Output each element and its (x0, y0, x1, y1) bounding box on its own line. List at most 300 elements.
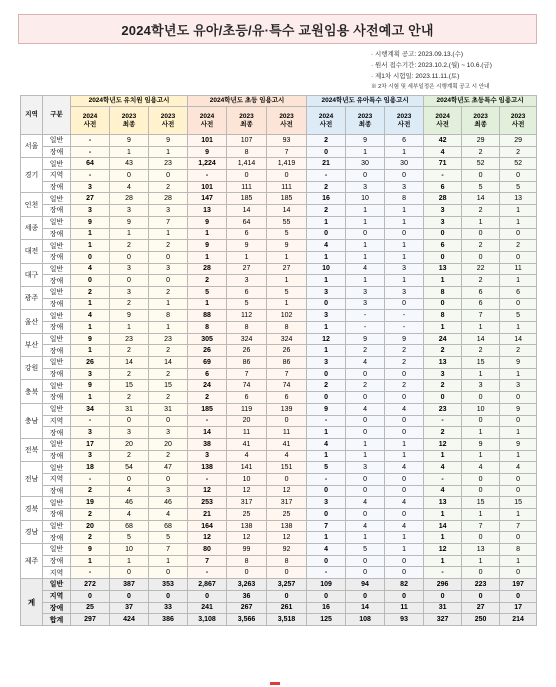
value-cell: 4 (424, 462, 462, 474)
table-row (21, 275, 537, 287)
value-cell: 4 (227, 450, 267, 462)
table-row (21, 170, 537, 182)
value-cell: 1 (500, 368, 537, 380)
total-value-cell: 3,566 (227, 614, 267, 626)
value-cell: 5 (267, 286, 307, 298)
value-cell: 164 (188, 520, 227, 532)
type-cell: 장애 (43, 275, 71, 287)
value-cell: 5 (500, 181, 537, 193)
subheader-cell: 2023 최종 (227, 107, 267, 135)
value-cell: 12 (188, 485, 227, 497)
value-cell: 6 (424, 181, 462, 193)
value-cell: 1 (149, 298, 188, 310)
value-cell: 11 (227, 427, 267, 439)
value-cell: 0 (462, 392, 500, 404)
value-cell: 1 (227, 251, 267, 263)
value-cell: 2 (149, 450, 188, 462)
value-cell: 9 (71, 216, 110, 228)
value-cell: 31 (149, 403, 188, 415)
value-cell: 1 (110, 322, 149, 334)
value-cell: 9 (267, 240, 307, 252)
table-row (21, 310, 537, 322)
value-cell: 5 (227, 298, 267, 310)
header-elem-special: 2024학년도 초등특수 임용고시 (424, 96, 537, 107)
value-cell: 3 (188, 450, 227, 462)
value-cell: 2 (71, 485, 110, 497)
value-cell: 6 (267, 392, 307, 404)
value-cell: 1 (500, 275, 537, 287)
region-cell: 서울 (21, 135, 43, 158)
table-row (21, 240, 537, 252)
total-value-cell: 31 (424, 602, 462, 614)
value-cell: 10 (227, 473, 267, 485)
value-cell: 4 (385, 520, 424, 532)
value-cell: 1 (424, 322, 462, 334)
value-cell: 253 (188, 497, 227, 509)
value-cell: - (385, 322, 424, 334)
value-cell: 2 (500, 146, 537, 158)
value-cell: 27 (227, 263, 267, 275)
total-value-cell: 33 (149, 602, 188, 614)
total-type-cell: 합계 (43, 614, 71, 626)
value-cell: 2 (424, 380, 462, 392)
value-cell: 324 (227, 333, 267, 345)
value-cell: 20 (149, 438, 188, 450)
value-cell: 86 (227, 357, 267, 369)
value-cell: 119 (227, 403, 267, 415)
value-cell: 324 (267, 333, 307, 345)
total-value-cell: 3,518 (267, 614, 307, 626)
value-cell: 2 (307, 181, 346, 193)
value-cell: 1 (424, 532, 462, 544)
value-cell: 1 (462, 216, 500, 228)
value-cell: 141 (227, 462, 267, 474)
value-cell: 22 (462, 263, 500, 275)
subheader-cell: 2023 최종 (110, 107, 149, 135)
value-cell: 0 (149, 170, 188, 182)
value-cell: 0 (385, 473, 424, 485)
total-value-cell: 296 (424, 579, 462, 591)
value-cell: 21 (307, 158, 346, 170)
value-cell: 3 (346, 462, 385, 474)
table-row (21, 357, 537, 369)
total-value-cell: 25 (71, 602, 110, 614)
value-cell: 2 (424, 427, 462, 439)
value-cell: 0 (307, 509, 346, 521)
value-cell: 1 (149, 228, 188, 240)
value-cell: 0 (462, 228, 500, 240)
value-cell: 0 (307, 368, 346, 380)
total-value-cell: 16 (307, 602, 346, 614)
value-cell: 28 (110, 193, 149, 205)
type-cell: 일반 (43, 193, 71, 205)
total-value-cell: 0 (385, 590, 424, 602)
page-title: 2024학년도 유아/초등/유·특수 교원임용 사전예고 안내 (121, 22, 434, 38)
value-cell: 14 (227, 205, 267, 217)
total-value-cell: 241 (188, 602, 227, 614)
value-cell: 3 (227, 275, 267, 287)
value-cell: 8 (500, 544, 537, 556)
value-cell: 102 (267, 310, 307, 322)
table-row (21, 322, 537, 334)
value-cell: 3 (385, 286, 424, 298)
value-cell: 1 (424, 555, 462, 567)
total-value-cell: 267 (227, 602, 267, 614)
value-cell: 14 (188, 427, 227, 439)
type-cell: 장애 (43, 298, 71, 310)
region-cell: 강원 (21, 357, 43, 380)
value-cell: 6 (500, 286, 537, 298)
value-cell: 13 (424, 263, 462, 275)
value-cell: 26 (267, 345, 307, 357)
value-cell: 12 (227, 485, 267, 497)
value-cell: 5 (307, 462, 346, 474)
region-cell: 대구 (21, 263, 43, 286)
value-cell: 9 (149, 135, 188, 147)
type-cell: 장애 (43, 450, 71, 462)
table-row (21, 427, 537, 439)
value-cell: 1 (71, 345, 110, 357)
value-cell: 1 (500, 322, 537, 334)
value-cell: 2 (462, 240, 500, 252)
value-cell: 1 (188, 298, 227, 310)
value-cell: 4 (149, 509, 188, 521)
value-cell: 5 (346, 544, 385, 556)
value-cell: 3 (307, 357, 346, 369)
value-cell: 1 (267, 251, 307, 263)
value-cell: 9 (462, 438, 500, 450)
value-cell: 1 (346, 532, 385, 544)
value-cell: 9 (188, 146, 227, 158)
subheader-cell: 2023 최종 (346, 107, 385, 135)
value-cell: 0 (385, 415, 424, 427)
value-cell: 41 (267, 438, 307, 450)
table-row (21, 286, 537, 298)
value-cell: - (188, 473, 227, 485)
value-cell: 3 (385, 263, 424, 275)
red-mark (270, 682, 280, 685)
header-type: 구분 (43, 96, 71, 135)
value-cell: 9 (71, 544, 110, 556)
type-cell: 일반 (43, 286, 71, 298)
value-cell: 2 (110, 450, 149, 462)
table-row (21, 438, 537, 450)
value-cell: 4 (307, 438, 346, 450)
value-cell: 26 (71, 357, 110, 369)
value-cell: 139 (267, 403, 307, 415)
value-cell: 1,414 (227, 158, 267, 170)
value-cell: 9 (188, 240, 227, 252)
value-cell: 3 (424, 368, 462, 380)
value-cell: 13 (500, 193, 537, 205)
value-cell: 1 (346, 240, 385, 252)
value-cell: 23 (424, 403, 462, 415)
value-cell: 20 (110, 438, 149, 450)
total-value-cell: 0 (71, 590, 110, 602)
value-cell: - (71, 146, 110, 158)
value-cell: 1 (462, 555, 500, 567)
value-cell: 12 (227, 532, 267, 544)
value-cell: 68 (149, 520, 188, 532)
value-cell: 3 (110, 205, 149, 217)
value-cell: 0 (346, 415, 385, 427)
type-cell: 장애 (43, 251, 71, 263)
table-row (21, 555, 537, 567)
value-cell: 2 (385, 357, 424, 369)
value-cell: 8 (267, 555, 307, 567)
value-cell: 5 (500, 310, 537, 322)
table-row (21, 509, 537, 521)
value-cell: 2 (188, 275, 227, 287)
value-cell: 9 (385, 333, 424, 345)
value-cell: 13 (424, 497, 462, 509)
value-cell: 14 (462, 333, 500, 345)
value-cell: 0 (346, 368, 385, 380)
type-cell: 장애 (43, 205, 71, 217)
total-type-cell: 장애 (43, 602, 71, 614)
value-cell: 27 (267, 263, 307, 275)
value-cell: 0 (385, 427, 424, 439)
subheader-cell: 2024 사전 (424, 107, 462, 135)
value-cell: 0 (424, 228, 462, 240)
value-cell: - (307, 170, 346, 182)
value-cell: 17 (71, 438, 110, 450)
value-cell: 4 (424, 485, 462, 497)
total-value-cell: 108 (346, 614, 385, 626)
value-cell: 6 (227, 392, 267, 404)
value-cell: 1 (462, 509, 500, 521)
value-cell: 1 (385, 240, 424, 252)
table-row (21, 333, 537, 345)
type-cell: 장애 (43, 427, 71, 439)
value-cell: 7 (267, 368, 307, 380)
note-application-period: · 원서 접수기간: 2023.10.2.(월) ~ 10.6.(금) (371, 62, 492, 69)
table-row (21, 135, 537, 147)
value-cell: 0 (500, 298, 537, 310)
value-cell: 28 (424, 193, 462, 205)
value-cell: 0 (110, 473, 149, 485)
value-cell: 3 (149, 427, 188, 439)
value-cell: 3 (424, 205, 462, 217)
value-cell: 107 (227, 135, 267, 147)
value-cell: 12 (188, 532, 227, 544)
type-cell: 장애 (43, 368, 71, 380)
value-cell: 12 (424, 544, 462, 556)
value-cell: 9 (500, 403, 537, 415)
value-cell: 11 (500, 263, 537, 275)
value-cell: - (188, 415, 227, 427)
value-cell: 2 (385, 380, 424, 392)
note-remark: ※ 2차 시험 및 세부일정은 시행계획 공고 시 안내 (371, 84, 490, 90)
type-cell: 지역 (43, 567, 71, 579)
value-cell: 25 (227, 509, 267, 521)
value-cell: - (424, 415, 462, 427)
value-cell: 9 (307, 403, 346, 415)
value-cell: 2 (500, 240, 537, 252)
value-cell: 6 (227, 286, 267, 298)
value-cell: 1 (110, 228, 149, 240)
subheader-cell: 2023 사전 (500, 107, 537, 135)
value-cell: 4 (307, 544, 346, 556)
type-cell: 일반 (43, 544, 71, 556)
total-value-cell: 261 (267, 602, 307, 614)
value-cell: 4 (385, 462, 424, 474)
value-cell: 4 (346, 520, 385, 532)
value-cell: 1 (307, 322, 346, 334)
value-cell: 8 (227, 555, 267, 567)
table-row (21, 146, 537, 158)
value-cell: 2 (71, 532, 110, 544)
value-cell: 19 (71, 497, 110, 509)
value-cell: 1 (71, 555, 110, 567)
value-cell: 12 (267, 485, 307, 497)
value-cell: 2 (110, 240, 149, 252)
type-cell: 일반 (43, 520, 71, 532)
table-row (21, 497, 537, 509)
type-cell: 지역 (43, 473, 71, 485)
value-cell: 3 (149, 263, 188, 275)
value-cell: 14 (500, 333, 537, 345)
table-row (21, 462, 537, 474)
value-cell: 0 (346, 473, 385, 485)
value-cell: 6 (462, 298, 500, 310)
value-cell: 1 (149, 322, 188, 334)
value-cell: 4 (385, 497, 424, 509)
value-cell: 0 (462, 532, 500, 544)
value-cell: 0 (424, 251, 462, 263)
value-cell: 12 (424, 438, 462, 450)
value-cell: 5 (267, 228, 307, 240)
value-cell: 7 (149, 544, 188, 556)
value-cell: 0 (307, 146, 346, 158)
value-cell: 5 (462, 181, 500, 193)
value-cell: 2 (462, 146, 500, 158)
value-cell: 80 (188, 544, 227, 556)
value-cell: 9 (188, 216, 227, 228)
value-cell: 101 (188, 181, 227, 193)
value-cell: 1 (500, 216, 537, 228)
recruitment-table (20, 95, 537, 626)
value-cell: 1 (307, 251, 346, 263)
value-cell: 15 (462, 497, 500, 509)
value-cell: 112 (227, 310, 267, 322)
value-cell: 9 (71, 333, 110, 345)
total-value-cell: 223 (462, 579, 500, 591)
value-cell: 0 (346, 509, 385, 521)
value-cell: 0 (500, 415, 537, 427)
type-cell: 일반 (43, 310, 71, 322)
value-cell: 0 (424, 298, 462, 310)
region-cell: 세종 (21, 216, 43, 239)
value-cell: 0 (307, 555, 346, 567)
type-cell: 일반 (43, 462, 71, 474)
value-cell: - (71, 415, 110, 427)
table-row (21, 251, 537, 263)
value-cell: 185 (227, 193, 267, 205)
value-cell: 8 (267, 322, 307, 334)
value-cell: 93 (267, 135, 307, 147)
value-cell: 0 (462, 170, 500, 182)
total-value-cell: 109 (307, 579, 346, 591)
region-cell: 울산 (21, 310, 43, 333)
value-cell: 0 (267, 170, 307, 182)
value-cell: 18 (71, 462, 110, 474)
value-cell: 147 (188, 193, 227, 205)
value-cell: 185 (188, 403, 227, 415)
value-cell: - (71, 170, 110, 182)
value-cell: 0 (462, 473, 500, 485)
total-value-cell: 424 (110, 614, 149, 626)
table-row (21, 193, 537, 205)
total-value-cell: 250 (462, 614, 500, 626)
value-cell: 3 (71, 205, 110, 217)
value-cell: 1 (385, 205, 424, 217)
region-cell: 대전 (21, 240, 43, 263)
value-cell: - (71, 567, 110, 579)
value-cell: 3 (307, 286, 346, 298)
region-cell: 경북 (21, 497, 43, 520)
value-cell: 7 (149, 216, 188, 228)
value-cell: 10 (346, 193, 385, 205)
value-cell: 0 (385, 509, 424, 521)
value-cell: 15 (462, 357, 500, 369)
value-cell: 42 (424, 135, 462, 147)
value-cell: 3 (346, 181, 385, 193)
value-cell: 0 (227, 567, 267, 579)
subheader-cell: 2023 최종 (462, 107, 500, 135)
value-cell: 2 (462, 275, 500, 287)
value-cell: 14 (267, 205, 307, 217)
value-cell: 0 (267, 415, 307, 427)
value-cell: 1 (307, 532, 346, 544)
subheader-cell: 2023 사전 (267, 107, 307, 135)
value-cell: 138 (188, 462, 227, 474)
region-cell: 경기 (21, 158, 43, 193)
value-cell: 3 (385, 181, 424, 193)
value-cell: 3 (71, 450, 110, 462)
value-cell: 5 (110, 532, 149, 544)
value-cell: 0 (71, 251, 110, 263)
value-cell: 2 (188, 392, 227, 404)
value-cell: 1 (424, 450, 462, 462)
value-cell: 7 (267, 146, 307, 158)
value-cell: 3 (71, 368, 110, 380)
value-cell: 0 (385, 228, 424, 240)
value-cell: 0 (149, 251, 188, 263)
type-cell: 장애 (43, 345, 71, 357)
value-cell: 1 (500, 450, 537, 462)
type-cell: 장애 (43, 322, 71, 334)
table-row (21, 485, 537, 497)
value-cell: 1 (346, 275, 385, 287)
type-cell: 지역 (43, 170, 71, 182)
value-cell: 0 (346, 555, 385, 567)
type-cell: 일반 (43, 158, 71, 170)
table-row (21, 228, 537, 240)
value-cell: 27 (71, 193, 110, 205)
total-value-cell: 353 (149, 579, 188, 591)
value-cell: 0 (110, 275, 149, 287)
header-kinder-special: 2024학년도 유아특수 임용고시 (307, 96, 424, 107)
value-cell: 317 (227, 497, 267, 509)
value-cell: 1 (149, 146, 188, 158)
region-cell: 전남 (21, 462, 43, 497)
total-row (21, 579, 537, 591)
value-cell: 1 (500, 205, 537, 217)
value-cell: 2 (71, 286, 110, 298)
value-cell: 9 (346, 333, 385, 345)
table-row (21, 544, 537, 556)
